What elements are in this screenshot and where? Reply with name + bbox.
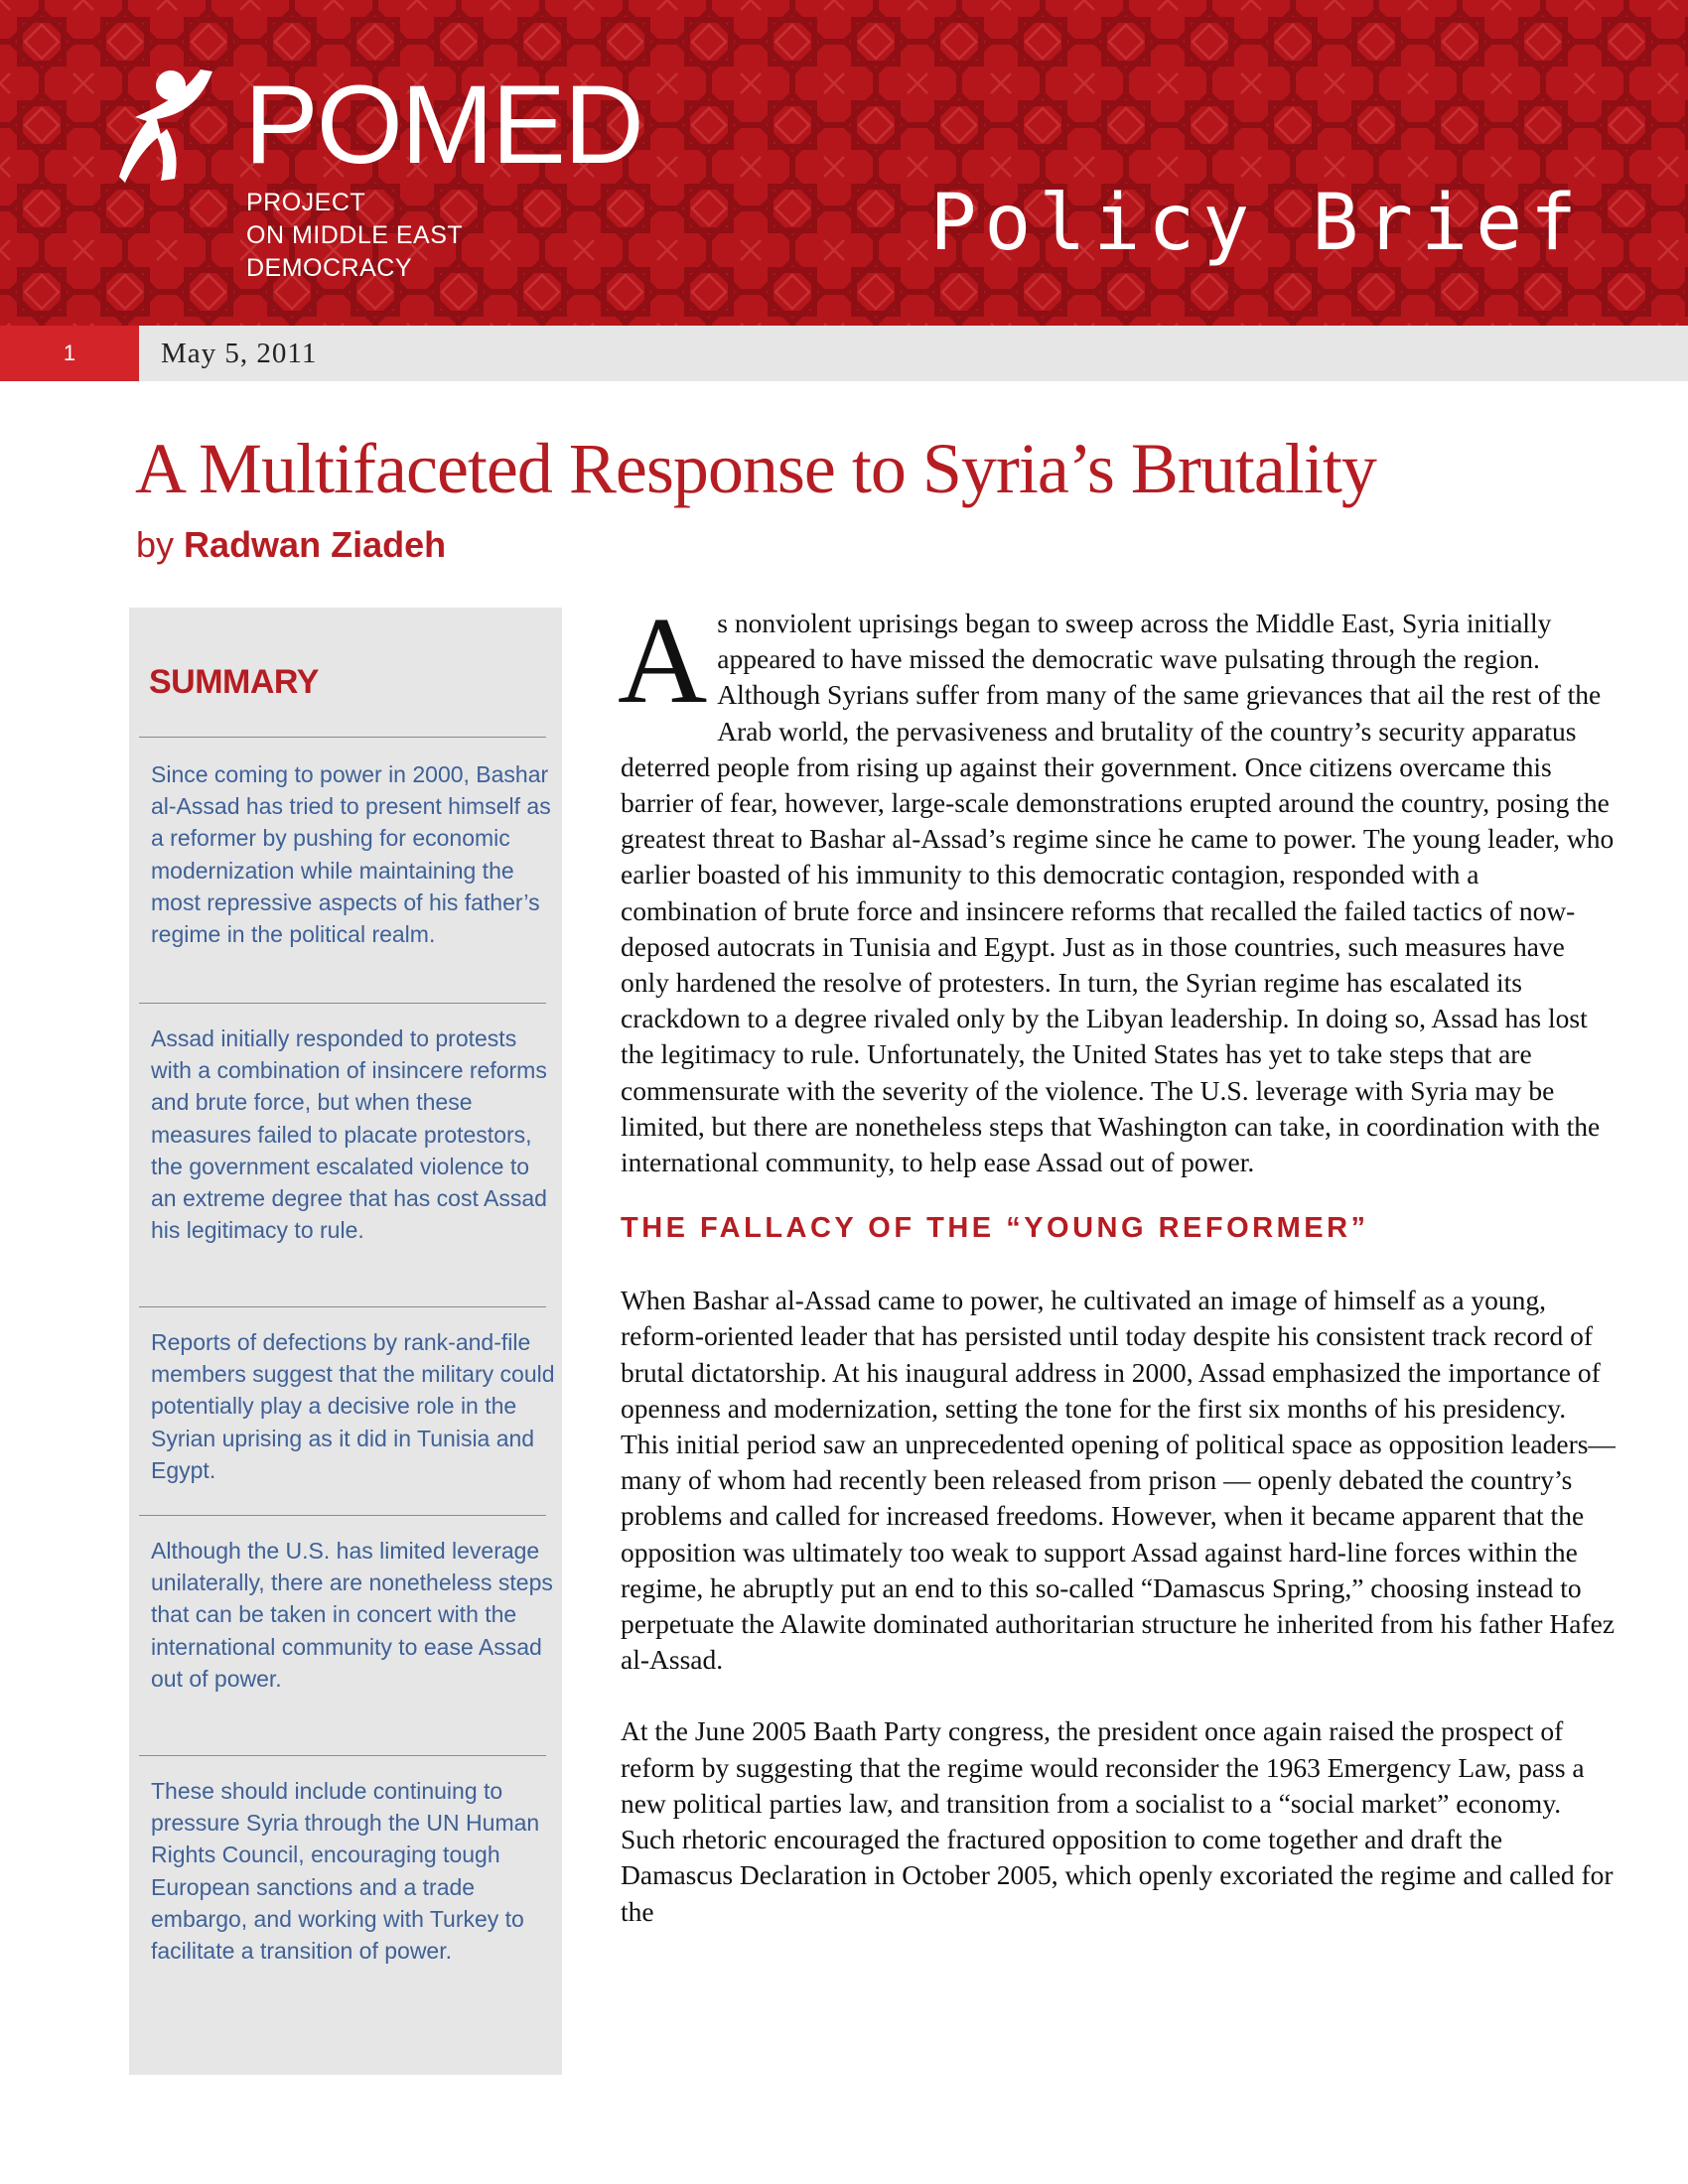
section-heading: THE FALLACY OF THE “YOUNG REFORMER” <box>621 1212 1369 1245</box>
body-paragraph: At the June 2005 Baath Party congress, the president once again raised the prospect of reform by suggesting that the regime would reconsider the 1963 Emergency Law, pass a new political parties law, and transition from a socialist to a “social market” economy. Such rhetoric encouraged the fractured opposition to come together and draft the Damascus Declaration in October 2005, which openly excoriated the regime and called for the <box>621 1715 1614 1927</box>
page-number: 1 <box>0 326 139 381</box>
body-paragraph: When Bashar al-Assad came to power, he cultivated an image of himself as a young, reform-oriented leader that has persisted until today despite his consistent track record of brutal dictatorship. At his inaugural address in 2000, Assad emphasized the importance of openness and modernization, setting the tone for the first six months of his presidency. This initial period saw an unprecedented opening of political space as opposition leaders—many of whom had recently been released from prison — openly debated the country’s problems and called for increased freedoms. However, when it became apparent that the opposition was ultimately too weak to support Assad against hard-line forces within the regime, he abruptly put an end to this so-called “Damascus Spring,” choosing instead to perpetuate the Alawite dominated authoritarian structure he inherited from his father Hafez al-Assad. <box>621 1285 1616 1676</box>
page-title: A Multifaceted Response to Syria’s Brutality <box>135 429 1376 508</box>
drop-cap: A <box>618 593 708 730</box>
logo-wordmark: POMED <box>244 63 642 187</box>
summary-sidebar <box>129 608 562 2075</box>
intro-text: s nonviolent uprisings began to sweep across the Middle East, Syria initially appeared to have missed the democratic wave pulsating through the region. Although Syrians suffer from many of the same grievances that ail the rest of the Arab world, the pervasiveness and brutality of the country’s security apparatus deterred people from rising up against their government. Once citizens overcame this barrier of fear, however, large-scale demonstrations erupted around the country, posing the greatest threat to Bashar al-Assad’s regime since he came to power. The young leader, who earlier boasted of his immunity to this democratic contagion, responded with a combination of brute force and insincere reforms that recalled the failed tactics of now-deposed autocrats in Tunisia and Egypt. Just as in those countries, such measures have only hardened the resolve of protesters. In turn, the Syrian regime has escalated its crackdown to a degree rivaled only by the Libyan leadership. In doing so, Assad has lost the legitimacy to rule. Unfortunately, the United States has yet to take steps that are commensurate with the severity of the violence. The U.S. leverage with Syria may be limited, but there are nonetheless steps that Washington can take, in coordination with the international community, to help ease Assad out of power. <box>621 608 1615 1178</box>
divider <box>139 1003 546 1004</box>
divider <box>139 1306 546 1307</box>
pomed-figure-icon <box>117 68 224 187</box>
intro-paragraph <box>618 593 1616 1180</box>
paragraph-gap <box>621 1678 1616 1713</box>
logo-line: PROJECT <box>246 189 366 216</box>
divider <box>139 1515 546 1516</box>
logo-line: DEMOCRACY <box>246 254 413 282</box>
summary-item: These should include continuing to pressure Syria through the UN Human Rights Council, encouraging tough European sanctions and a trade embargo, and working with Turkey to facilitate a transition of power. <box>151 1778 540 1965</box>
summary-item: Although the U.S. has limited leverage unilaterally, there are nonetheless steps that can be taken in concert with the international community to ease Assad out of power. <box>151 1538 553 1692</box>
document-type: Policy Brief <box>929 179 1585 268</box>
byline-prefix: by <box>136 524 175 565</box>
divider <box>139 737 546 738</box>
summary-item: Since coming to power in 2000, Bashar al-Assad has tried to present himself as a reformer by pushing for economic modernization while maintaining the most repressive aspects of his father’s regime in the political realm. <box>151 761 551 948</box>
publication-date: May 5, 2011 <box>161 338 318 369</box>
author-name: Radwan Ziadeh <box>184 524 447 565</box>
byline <box>136 524 446 566</box>
article-body <box>618 593 1616 1930</box>
logo-subtitle <box>246 187 463 285</box>
summary-item: Assad initially responded to protests with a combination of insincere reforms and brute force, but when these measures failed to placate protestors, the government escalated violence to an extreme degree that has cost Assad his legitimacy to rule. <box>151 1025 547 1244</box>
divider <box>139 1755 546 1756</box>
logo-line: ON MIDDLE EAST <box>246 221 464 249</box>
date-bar <box>0 326 1688 381</box>
header-banner <box>0 0 1688 326</box>
summary-heading: SUMMARY <box>149 663 319 701</box>
summary-item: Reports of defections by rank-and-file members suggest that the military could potentially play a decisive role in the Syrian uprising as it did in Tunisia and Egypt. <box>151 1329 555 1483</box>
